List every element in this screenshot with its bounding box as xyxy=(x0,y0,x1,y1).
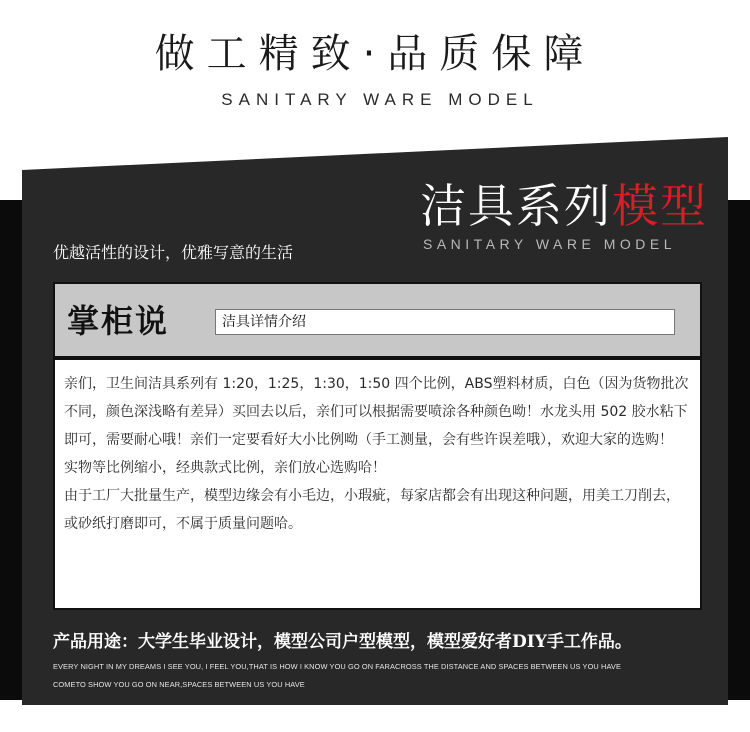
intro-box-header xyxy=(53,282,702,358)
series-title-accent: 模型 xyxy=(612,179,708,233)
header-title: 做工精致·品质保障 xyxy=(154,31,596,77)
english-line: EVERY NIGHT IN MY DREAMS I SEE YOU, I FEEL YOU,THAT IS HOW I KNOW YOU GO ON FARACROSS THE DISTANCE AND SPACES BETWEEN US YOU HAVE xyxy=(53,662,621,671)
header-subtitle: SANITARY WARE MODEL xyxy=(221,90,539,109)
dark-band-right xyxy=(728,200,750,700)
intro-title-field: 洁具详情介绍 xyxy=(215,309,675,335)
intro-paragraph: 实物等比例缩小，经典款式比例，亲们放心选购哈！ xyxy=(64,460,386,476)
series-subtitle: SANITARY WARE MODEL xyxy=(423,236,677,252)
intro-paragraph: 由于工厂大批量生产，模型边缘会有小毛边，小瑕疵，每家店都会有出现这种问题，用美工刀削去，或砂纸打磨即可，不属于质量问题哈。 xyxy=(64,488,680,532)
tagline: 优越活性的设计，优雅写意的生活 xyxy=(53,243,294,262)
intro-paragraph: 亲们，卫生间洁具系列有 1:20，1:25，1:30，1:50 四个比例，ABS塑料材质，白色（因为货物批次不同，颜色深浅略有差异）买回去以后，亲们可以根据需要喷涂各种颜色呦！水龙头用 502 胶水粘下即可，需要耐心哦！亲们一定要看好大小比例呦（手工测量，会有些许误差哦），欢迎大家的选购！ xyxy=(64,376,689,448)
series-title xyxy=(420,170,708,236)
intro-box-body xyxy=(53,358,702,610)
usage-text: 产品用途：大学生毕业设计，模型公司户型模型，模型爱好者DIY手工作品。 xyxy=(53,632,632,652)
intro-box-label: 掌柜说 xyxy=(67,302,170,340)
english-line: COMETO SHOW YOU GO ON NEAR,SPACES BETWEEN US YOU HAVE xyxy=(53,680,305,689)
dark-band-left xyxy=(0,200,22,700)
series-title-main: 洁具系列 xyxy=(420,179,612,233)
